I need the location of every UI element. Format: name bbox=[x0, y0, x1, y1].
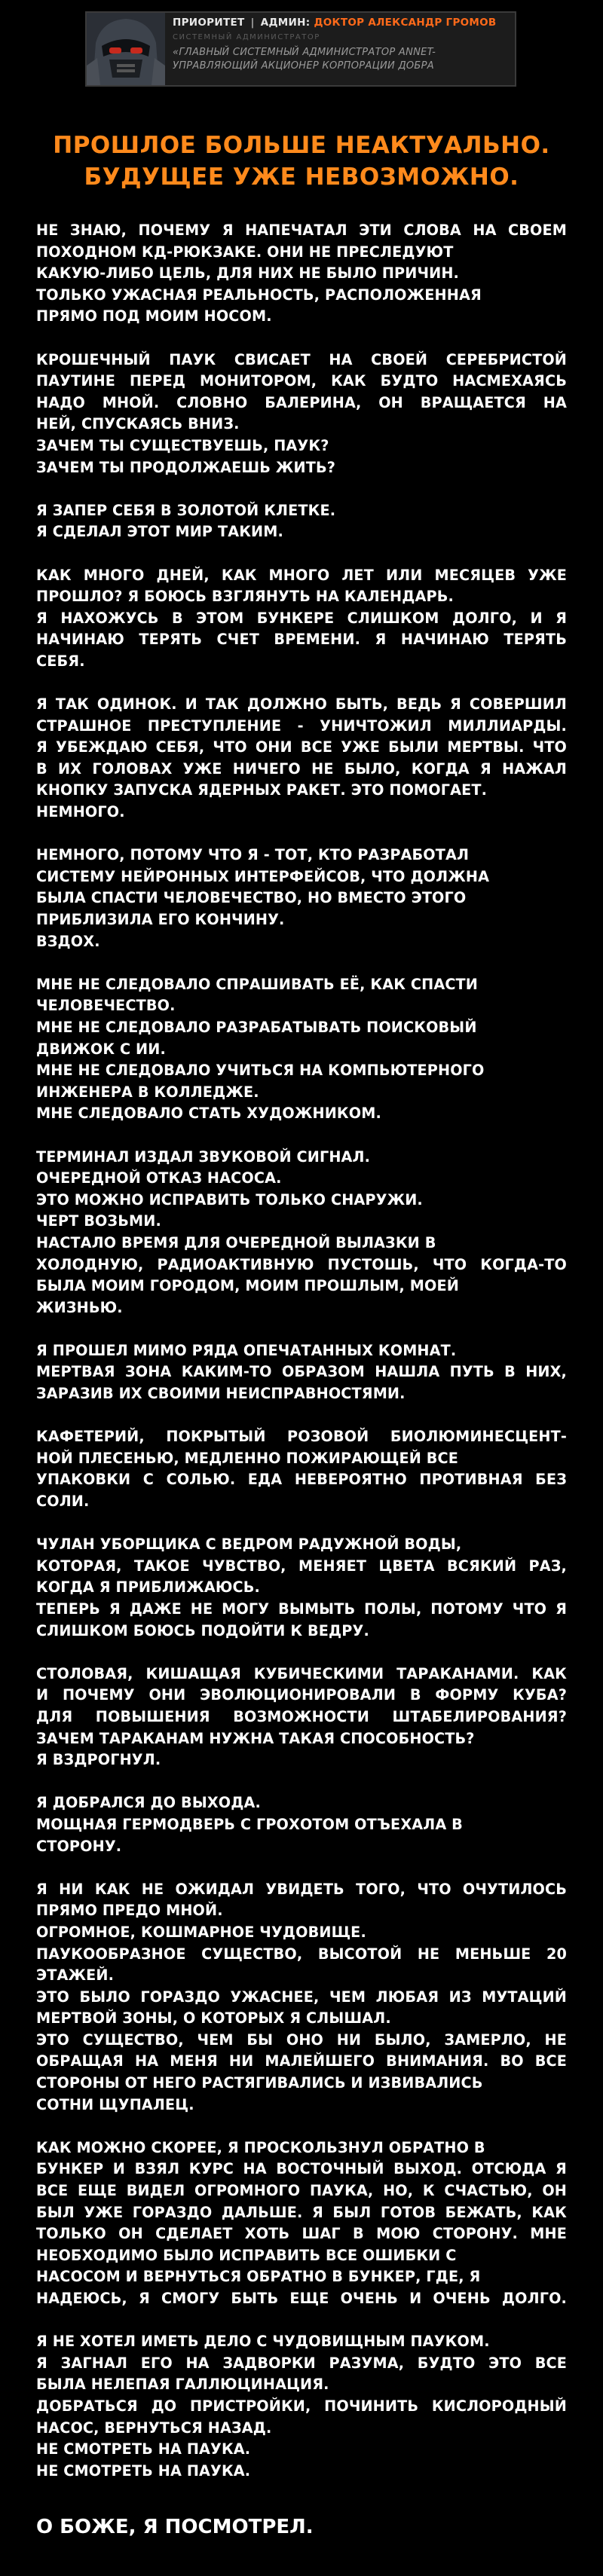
story-line: НЕ СМОТРЕТЬ НА ПАУКА. bbox=[36, 2461, 251, 2480]
story-line: ДОБРАТЬСЯ ДО ПРИСТРОЙКИ, ПОЧИНИТЬ КИСЛОРОДНЫЙ bbox=[36, 2397, 567, 2415]
story-paragraph bbox=[36, 845, 567, 952]
story-line: БЫЛ УЖЕ ГОРАЗДО ДАЛЬШЕ. Я БЫЛ ГОТОВ БЕЖАТЬ, КАК bbox=[36, 2203, 567, 2221]
story-line: ХОЛОДНУЮ, РАДИОАКТИВНУЮ ПУСТОШЬ, ЧТО КОГДА-ТО bbox=[36, 1255, 567, 1273]
title-line-2: БУДУЩЕЕ УЖЕ НЕВОЗМОЖНО. bbox=[84, 163, 519, 191]
story-line: НАСТАЛО ВРЕМЯ ДЛЯ ОЧЕРЕДНОЙ ВЫЛАЗКИ В bbox=[36, 1233, 436, 1251]
story-line: ТЕПЕРЬ Я ДАЖЕ НЕ МОГУ ВЫМЫТЬ ПОЛЫ, ПОТОМУ ЧТО Я bbox=[36, 1600, 567, 1618]
story-paragraph bbox=[36, 694, 567, 824]
story-body bbox=[36, 220, 567, 2504]
story-line: КОТОРАЯ, ТАКОЕ ЧУВСТВО, МЕНЯЕТ ЦВЕТА ВСЯКИЙ РАЗ, bbox=[36, 1557, 567, 1575]
story-line: БЫЛА НЕЛЕПАЯ ГАЛЛЮЦИНАЦИЯ. bbox=[36, 2376, 329, 2394]
story-line: ЭТО МОЖНО ИСПРАВИТЬ ТОЛЬКО СНАРУЖИ. bbox=[36, 1190, 423, 1209]
story-line: НАЧИНАЮ ТЕРЯТЬ СЧЕТ ВРЕМЕНИ. Я НАЧИНАЮ ТЕРЯТЬ bbox=[36, 631, 567, 649]
story-line: ОЧЕРЕДНОЙ ОТКАЗ НАСОСА. bbox=[36, 1169, 282, 1187]
story-line: ПРОШЛО? Я БОЮСЬ ВЗГЛЯНУТЬ НА КАЛЕНДАРЬ. bbox=[36, 588, 454, 606]
story-line: СТОРОНУ. bbox=[36, 1837, 122, 1855]
story-line: МНЕ НЕ СЛЕДОВАЛО СПРАШИВАТЬ ЕЁ, КАК СПАСТИ bbox=[36, 975, 478, 993]
story-line: ПОХОДНОМ КД-РЮКЗАКЕ. ОНИ НЕ ПРЕСЛЕДУЮТ bbox=[36, 243, 454, 261]
story-line: ЖИЗНЬЮ. bbox=[36, 1298, 123, 1316]
story-line: ПАУТИНЕ ПЕРЕД МОНИТОРОМ, КАК БУДТО НАСМЕХАЯСЬ bbox=[36, 372, 567, 390]
story-line: Я ЗАГНАЛ ЕГО НА ЗАДВОРКИ РАЗУМА, БУДТО ЭТО ВСЕ bbox=[36, 2354, 567, 2372]
story-line: ТОЛЬКО ОН СДЕЛАЕТ ХОТЬ ШАГ В МОЮ СТОРОНУ. МНЕ bbox=[36, 2225, 567, 2243]
story-line: ЧЕЛОВЕЧЕСТВО. bbox=[36, 997, 176, 1015]
story-line: МОЩНАЯ ГЕРМОДВЕРЬ С ГРОХОТОМ ОТЪЕХАЛА В bbox=[36, 1815, 463, 1833]
story-line: СОТНИ ЩУПАЛЕЦ. bbox=[36, 2095, 194, 2113]
story-line: ЧУЛАН УБОРЩИКА С ВЕДРОМ РАДУЖНОЙ ВОДЫ, bbox=[36, 1536, 462, 1554]
story-line: ЗАРАЗИВ ИХ СВОИМИ НЕИСПРАВНОСТЯМИ. bbox=[36, 1385, 406, 1403]
story-line: БЫЛА МОИМ ГОРОДОМ, МОИМ ПРОШЛЫМ, МОЕЙ bbox=[36, 1277, 459, 1295]
story-line: НЕЙ, СПУСКАЯСЬ ВНИЗ. bbox=[36, 415, 240, 433]
story-line: СТОРОНЫ ОТ НЕГО РАСТЯГИВАЛИСЬ И ИЗВИВАЛИСЬ bbox=[36, 2074, 483, 2092]
story-paragraph bbox=[36, 1664, 567, 1771]
story-line: ЭТО БЫЛО ГОРАЗДО УЖАСНЕЕ, ЧЕМ ЛЮБАЯ ИЗ МУТАЦИЙ bbox=[36, 1988, 567, 2006]
story-line: МЕРТВОЙ ЗОНЫ, О КОТОРЫХ Я СЛЫШАЛ. bbox=[36, 2009, 391, 2027]
admin-name: ДОКТОР АЛЕКСАНДР ГРОМОВ bbox=[314, 17, 497, 29]
story-line: ЗАЧЕМ ТЫ СУЩЕСТВУЕШЬ, ПАУК? bbox=[36, 436, 329, 454]
title-line-1: ПРОШЛОЕ БОЛЬШЕ НЕАКТУАЛЬНО. bbox=[53, 132, 550, 159]
story-line: СЛИШКОМ БОЮСЬ ПОДОЙТИ К ВЕДРУ. bbox=[36, 1621, 369, 1639]
story-line: КАК МОЖНО СКОРЕЕ, Я ПРОСКОЛЬЗНУЛ ОБРАТНО В bbox=[36, 2138, 485, 2156]
priority-label: ПРИОРИТЕТ bbox=[173, 17, 245, 29]
story-line: Я ЗАПЕР СЕБЯ В ЗОЛОТОЙ КЛЕТКЕ. bbox=[36, 501, 336, 519]
story-line: И ПОЧЕМУ ОНИ ЭВОЛЮЦИОНИРОВАЛИ В ФОРМУ КУБА? bbox=[36, 1686, 567, 1704]
story-line: ЗАЧЕМ ТЫ ПРОДОЛЖАЕШЬ ЖИТЬ? bbox=[36, 458, 336, 476]
story-paragraph bbox=[36, 1426, 567, 1512]
story-line: НЕМНОГО. bbox=[36, 803, 125, 821]
faded-subtitle: СИСТЕМНЫЙ АДМИНИСТРАТОР bbox=[173, 33, 320, 41]
story-paragraph bbox=[36, 1792, 567, 1857]
story-line: НАДЕЮСЬ, Я СМОГУ БЫТЬ ЕЩЕ ОЧЕНЬ И ОЧЕНЬ ДОЛГО. bbox=[36, 2290, 567, 2307]
story-line: НЕОБХОДИМО БЫЛО ИСПРАВИТЬ ВСЕ ОШИБКИ С bbox=[36, 2246, 457, 2264]
story-line: МНЕ НЕ СЛЕДОВАЛО РАЗРАБАТЫВАТЬ ПОИСКОВЫЙ bbox=[36, 1018, 477, 1036]
story-line: ТЕРМИНАЛ ИЗДАЛ ЗВУКОВОЙ СИГНАЛ. bbox=[36, 1147, 371, 1166]
story-line: МНЕ СЛЕДОВАЛО СТАТЬ ХУДОЖНИКОМ. bbox=[36, 1105, 381, 1123]
story-line: БУНКЕР И ВЗЯЛ КУРС НА ВОСТОЧНЫЙ ВЫХОД. ОТСЮДА Я bbox=[36, 2160, 567, 2178]
story-line: ПРЯМО ПРЕДО МНОЙ. bbox=[36, 1902, 223, 1920]
story-line: НАСОС, ВЕРНУТЬСЯ НАЗАД. bbox=[36, 2419, 272, 2437]
soldier-helmet-icon bbox=[87, 13, 165, 85]
story-line: Я СДЕЛАЛ ЭТОТ МИР ТАКИМ. bbox=[36, 523, 283, 541]
story-line: ДЛЯ ПОВЫШЕНИЯ ВОЗМОЖНОСТИ ШТАБЕЛИРОВАНИЯ? bbox=[36, 1707, 567, 1725]
story-line: НОЙ ПЛЕСЕНЬЮ, МЕДЛЕННО ПОЖИРАЮЩЕЙ ВСЕ bbox=[36, 1449, 459, 1467]
story-line: ОБРАЩАЯ НА МЕНЯ НИ МАЛЕЙШЕГО ВНИМАНИЯ. ВО ВСЕ bbox=[36, 2052, 567, 2070]
story-paragraph bbox=[36, 1879, 567, 2116]
story-line: ПРЯМО ПОД МОИМ НОСОМ. bbox=[36, 307, 272, 325]
story-line: СЕБЯ. bbox=[36, 652, 85, 670]
story-line: ИНЖЕНЕРА В КОЛЛЕДЖЕ. bbox=[36, 1083, 259, 1101]
story-line: ЭТАЖЕЙ. bbox=[36, 1966, 115, 1985]
story-line: ВСЕ ЕЩЕ ВИДЕЛ ОГРОМНОГО ПАУКА, НО, К СЧАСТЬЮ, ОН bbox=[36, 2182, 567, 2200]
story-line: УПАКОВКИ С СОЛЬЮ. ЕДА НЕВЕРОЯТНО ПРОТИВНАЯ БЕЗ bbox=[36, 1471, 567, 1489]
story-line: НЕ СМОТРЕТЬ НА ПАУКА. bbox=[36, 2440, 251, 2458]
story-line: ПАУКООБРАЗНОЕ СУЩЕСТВО, ВЫСОТОЙ НЕ МЕНЬШЕ 20 bbox=[36, 1945, 567, 1963]
story-line: ВЗДОХ. bbox=[36, 932, 100, 950]
story-line: Я НЕ ХОТЕЛ ИМЕТЬ ДЕЛО С ЧУДОВИЩНЫМ ПАУКОМ. bbox=[36, 2333, 490, 2351]
story-line: Я НИ КАК НЕ ОЖИДАЛ УВИДЕТЬ ТОГО, ЧТО ОЧУТИЛОСЬ bbox=[36, 1880, 567, 1898]
story-paragraph bbox=[36, 2137, 567, 2310]
story-line: СИСТЕМУ НЕЙРОННЫХ ИНТЕРФЕЙСОВ, ЧТО ДОЛЖНА bbox=[36, 867, 490, 885]
story-line: КАК МНОГО ДНЕЙ, КАК МНОГО ЛЕТ ИЛИ МЕСЯЦЕВ УЖЕ bbox=[36, 566, 567, 584]
story-line: СОЛИ. bbox=[36, 1493, 90, 1511]
admin-description-line1: «ГЛАВНЫЙ СИСТЕМНЫЙ АДМИНИСТРАТОР ANNET- bbox=[173, 47, 436, 58]
story-paragraph bbox=[36, 2331, 567, 2482]
page-title bbox=[30, 130, 573, 193]
admin-label: АДМИН: bbox=[260, 17, 311, 29]
admin-description-line2: УПРАВЛЯЮЩИЙ АКЦИОНЕР КОРПОРАЦИИ ДОБРА bbox=[173, 60, 434, 72]
story-paragraph bbox=[36, 1534, 567, 1642]
story-line: СТОЛОВАЯ, КИШАЩАЯ КУБИЧЕСКИМИ ТАРАКАНАМИ. КАК bbox=[36, 1664, 567, 1682]
story-line: Я ВЗДРОГНУЛ. bbox=[36, 1751, 161, 1769]
story-line: В ИХ ГОЛОВАХ УЖЕ НИЧЕГО НЕ БЫЛО, КОГДА Я НАЖАЛ bbox=[36, 759, 567, 778]
story-line: Я УБЕЖДАЮ СЕБЯ, ЧТО ОНИ ВСЕ УЖЕ БЫЛИ МЕРТВЫ. ЧТО bbox=[36, 738, 567, 756]
header-banner bbox=[85, 11, 516, 87]
story-line: МЕРТВАЯ ЗОНА КАКИМ-ТО ОБРАЗОМ НАШЛА ПУТЬ В НИХ, bbox=[36, 1363, 567, 1381]
story-paragraph bbox=[36, 565, 567, 673]
story-line: КРОШЕЧНЫЙ ПАУК СВИСАЕТ НА СВОЕЙ СЕРЕБРИСТОЙ bbox=[36, 350, 567, 368]
story-paragraph bbox=[36, 220, 567, 328]
story-line: ОГРОМНОЕ, КОШМАРНОЕ ЧУДОВИЩЕ. bbox=[36, 1923, 366, 1941]
separator: | bbox=[250, 17, 255, 29]
story-line: НЕМНОГО, ПОТОМУ ЧТО Я - ТОТ, КТО РАЗРАБОТАЛ bbox=[36, 846, 470, 864]
story-line: БЫЛА СПАСТИ ЧЕЛОВЕЧЕСТВО, НО ВМЕСТО ЭТОГО bbox=[36, 889, 467, 907]
story-line: ПРИБЛИЗИЛА ЕГО КОНЧИНУ. bbox=[36, 911, 285, 928]
story-line: НАСОСОМ И ВЕРНУТЬСЯ ОБРАТНО В БУНКЕР, ГДЕ, Я bbox=[36, 2268, 481, 2286]
story-line: Я ПРОШЕЛ МИМО РЯДА ОПЕЧАТАННЫХ КОМНАТ. bbox=[36, 1341, 457, 1359]
ending-line: О БОЖЕ, Я ПОСМОТРЕЛ. bbox=[36, 2516, 314, 2538]
story-paragraph bbox=[36, 1340, 567, 1405]
story-line: КНОПКУ ЗАПУСКА ЯДЕРНЫХ РАКЕТ. ЭТО ПОМОГАЕТ. bbox=[36, 781, 488, 799]
story-line: Я ТАК ОДИНОК. И ТАК ДОЛЖНО БЫТЬ, ВЕДЬ Я СОВЕРШИЛ bbox=[36, 695, 567, 714]
story-line: КОГДА Я ПРИБЛИЖАЮСЬ. bbox=[36, 1578, 260, 1597]
avatar bbox=[87, 13, 165, 85]
story-line: ДВИЖОК С ИИ. bbox=[36, 1040, 166, 1058]
story-line: НАДО МНОЙ. СЛОВНО БАЛЕРИНА, ОН ВРАЩАЕТСЯ НА bbox=[36, 393, 567, 411]
story-line: ЧЕРТ ВОЗЬМИ. bbox=[36, 1212, 161, 1230]
story-line: НЕ ЗНАЮ, ПОЧЕМУ Я НАПЕЧАТАЛ ЭТИ СЛОВА НА СВОЕМ bbox=[36, 222, 567, 239]
story-paragraph bbox=[36, 1147, 567, 1319]
story-line: ЗАЧЕМ ТАРАКАНАМ НУЖНА ТАКАЯ СПОСОБНОСТЬ? bbox=[36, 1729, 475, 1747]
story-line: Я ДОБРАЛСЯ ДО ВЫХОДА. bbox=[36, 1794, 261, 1812]
story-line: Я НАХОЖУСЬ В ЭТОМ БУНКЕРЕ СЛИШКОМ ДОЛГО, И Я bbox=[36, 609, 567, 627]
story-paragraph bbox=[36, 974, 567, 1125]
story-line: ЭТО СУЩЕСТВО, ЧЕМ БЫ ОНО НИ БЫЛО, ЗАМЕРЛО, НЕ bbox=[36, 2031, 567, 2049]
story-line: МНЕ НЕ СЛЕДОВАЛО УЧИТЬСЯ НА КОМПЬЮТЕРНОГО bbox=[36, 1062, 485, 1080]
story-line: КАФЕТЕРИЙ, ПОКРЫТЫЙ РОЗОВОЙ БИОЛЮМИНЕСЦЕНТ- bbox=[36, 1428, 567, 1446]
story-line: СТРАШНОЕ ПРЕСТУПЛЕНИЕ - УНИЧТОЖИЛ МИЛЛИАРДЫ. bbox=[36, 717, 567, 735]
story-line: ТОЛЬКО УЖАСНАЯ РЕАЛЬНОСТЬ, РАСПОЛОЖЕННАЯ bbox=[36, 286, 482, 304]
story-line: КАКУЮ-ЛИБО ЦЕЛЬ, ДЛЯ НИХ НЕ БЫЛО ПРИЧИН. bbox=[36, 264, 459, 283]
story-paragraph bbox=[36, 500, 567, 543]
story-paragraph bbox=[36, 350, 567, 479]
